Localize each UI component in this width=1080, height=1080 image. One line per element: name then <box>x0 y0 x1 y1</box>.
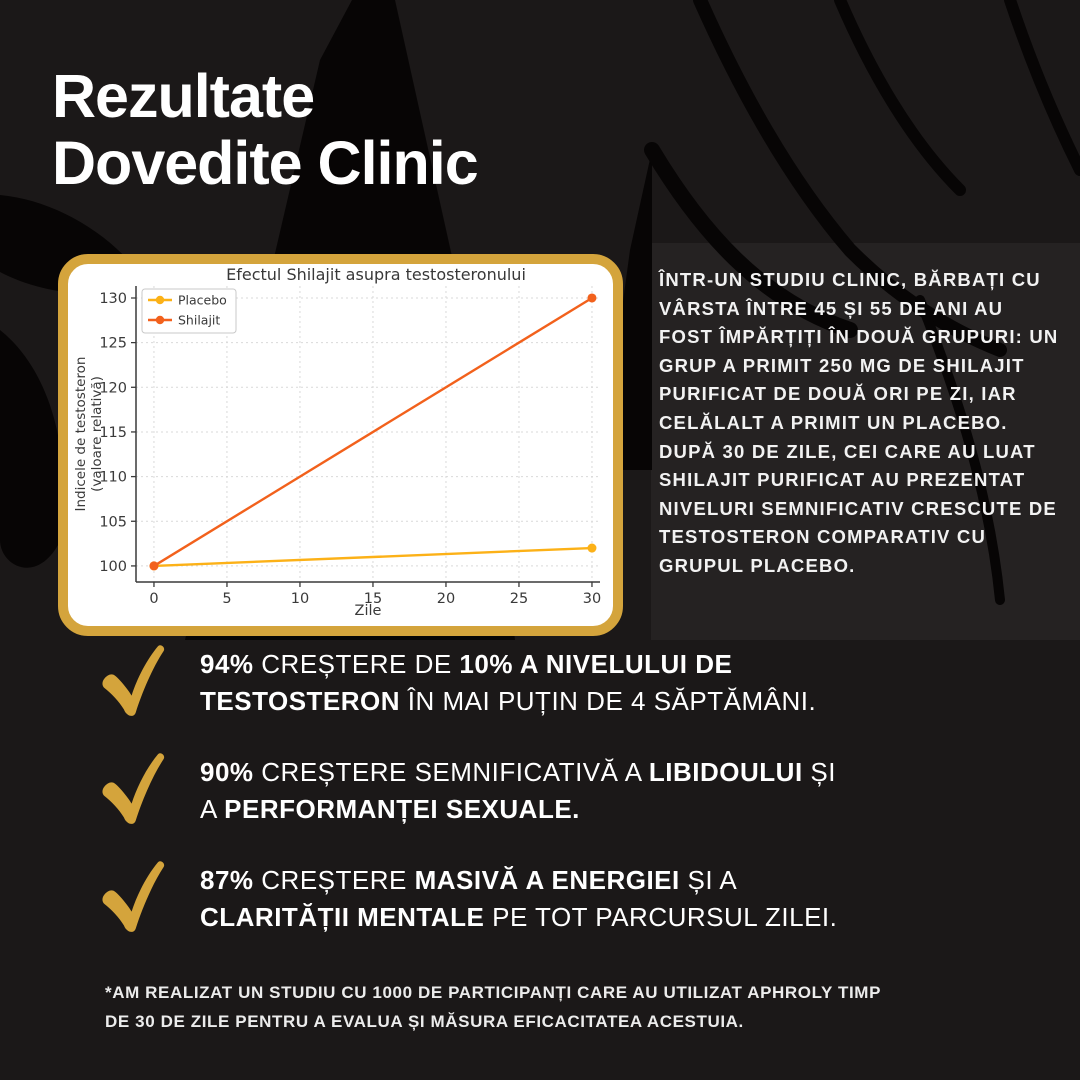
svg-text:0: 0 <box>149 591 159 607</box>
svg-text:125: 125 <box>99 335 127 352</box>
study-paragraph: ÎNTR-UN STUDIU CLINIC, BĂRBAȚI CU VÂRSTA ÎNTRE 45 ȘI 55 DE ANI AU FOST ÎMPĂRȚIȚI ÎN DOUĂ GRUPURI: UN GRUP A PRIMIT 250 MG DE SHILAJIT PURIFICAT DE DOUĂ ORI PE ZI, IAR CELĂLALT A PRIMIT UN PLACEBO. DUPĂ 30 DE ZILE, CEI CARE AU LUAT SHILAJIT PURIFICAT AU PREZENTAT NIVELURI SEMNIFICATIV CRESCUTE DE TESTOSTERON COMPARATIV CU GRUPUL PLACEBO. <box>659 269 1059 576</box>
checkmark-icon <box>98 858 168 936</box>
checklist-item <box>98 642 1018 720</box>
svg-text:30: 30 <box>582 591 602 607</box>
checkmark-icon <box>98 750 168 828</box>
chart-card <box>58 254 623 636</box>
footnote: *AM REALIZAT UN STUDIU CU 1000 DE PARTICIPANȚI CARE AU UTILIZAT APHROLY TIMP DE 30 DE ZILE PENTRU A EVALUA ȘI MĂSURA EFICACITATEA ACESTUIA. <box>105 983 881 1031</box>
checklist-text: 90% CREȘTERE SEMNIFICATIVĂ A LIBIDOULUI ȘI A PERFORMANȚEI SEXUALE. <box>200 757 836 824</box>
page-title-line1: Rezultate <box>52 62 315 130</box>
svg-text:100: 100 <box>99 558 127 575</box>
svg-text:110: 110 <box>99 469 127 486</box>
svg-text:105: 105 <box>99 514 127 531</box>
svg-text:Placebo: Placebo <box>178 292 227 308</box>
page-title <box>52 63 478 197</box>
svg-text:Zile: Zile <box>354 603 382 619</box>
svg-text:10: 10 <box>290 591 310 607</box>
page-title-line2: Dovedite Clinic <box>52 129 478 197</box>
checklist-item <box>98 858 1018 936</box>
svg-text:130: 130 <box>99 290 127 307</box>
svg-text:25: 25 <box>509 591 529 607</box>
svg-text:20: 20 <box>436 591 456 607</box>
svg-text:Shilajit: Shilajit <box>178 312 221 328</box>
svg-text:120: 120 <box>99 380 127 397</box>
checklist-text: 87% CREȘTERE MASIVĂ A ENERGIEI ȘI A CLARITĂȚII MENTALE PE TOT PARCURSUL ZILEI. <box>200 865 838 932</box>
svg-text:5: 5 <box>222 591 232 607</box>
svg-text:Indicele de testosteron(valoar: Indicele de testosteron(valoare relativă) <box>73 356 105 512</box>
svg-text:115: 115 <box>99 424 127 441</box>
svg-text:Efectul Shilajit asupra testos: Efectul Shilajit asupra testosteronului <box>226 265 526 284</box>
checkmark-icon <box>98 642 168 720</box>
testosterone-line-chart <box>68 264 613 626</box>
checklist-item <box>98 750 1018 828</box>
benefits-checklist <box>98 642 1018 936</box>
svg-text:15: 15 <box>363 591 383 607</box>
checklist-text: 94% CREȘTERE DE 10% A NIVELULUI DE TESTOSTERON ÎN MAI PUȚIN DE 4 SĂPTĂMÂNI. <box>200 649 817 716</box>
